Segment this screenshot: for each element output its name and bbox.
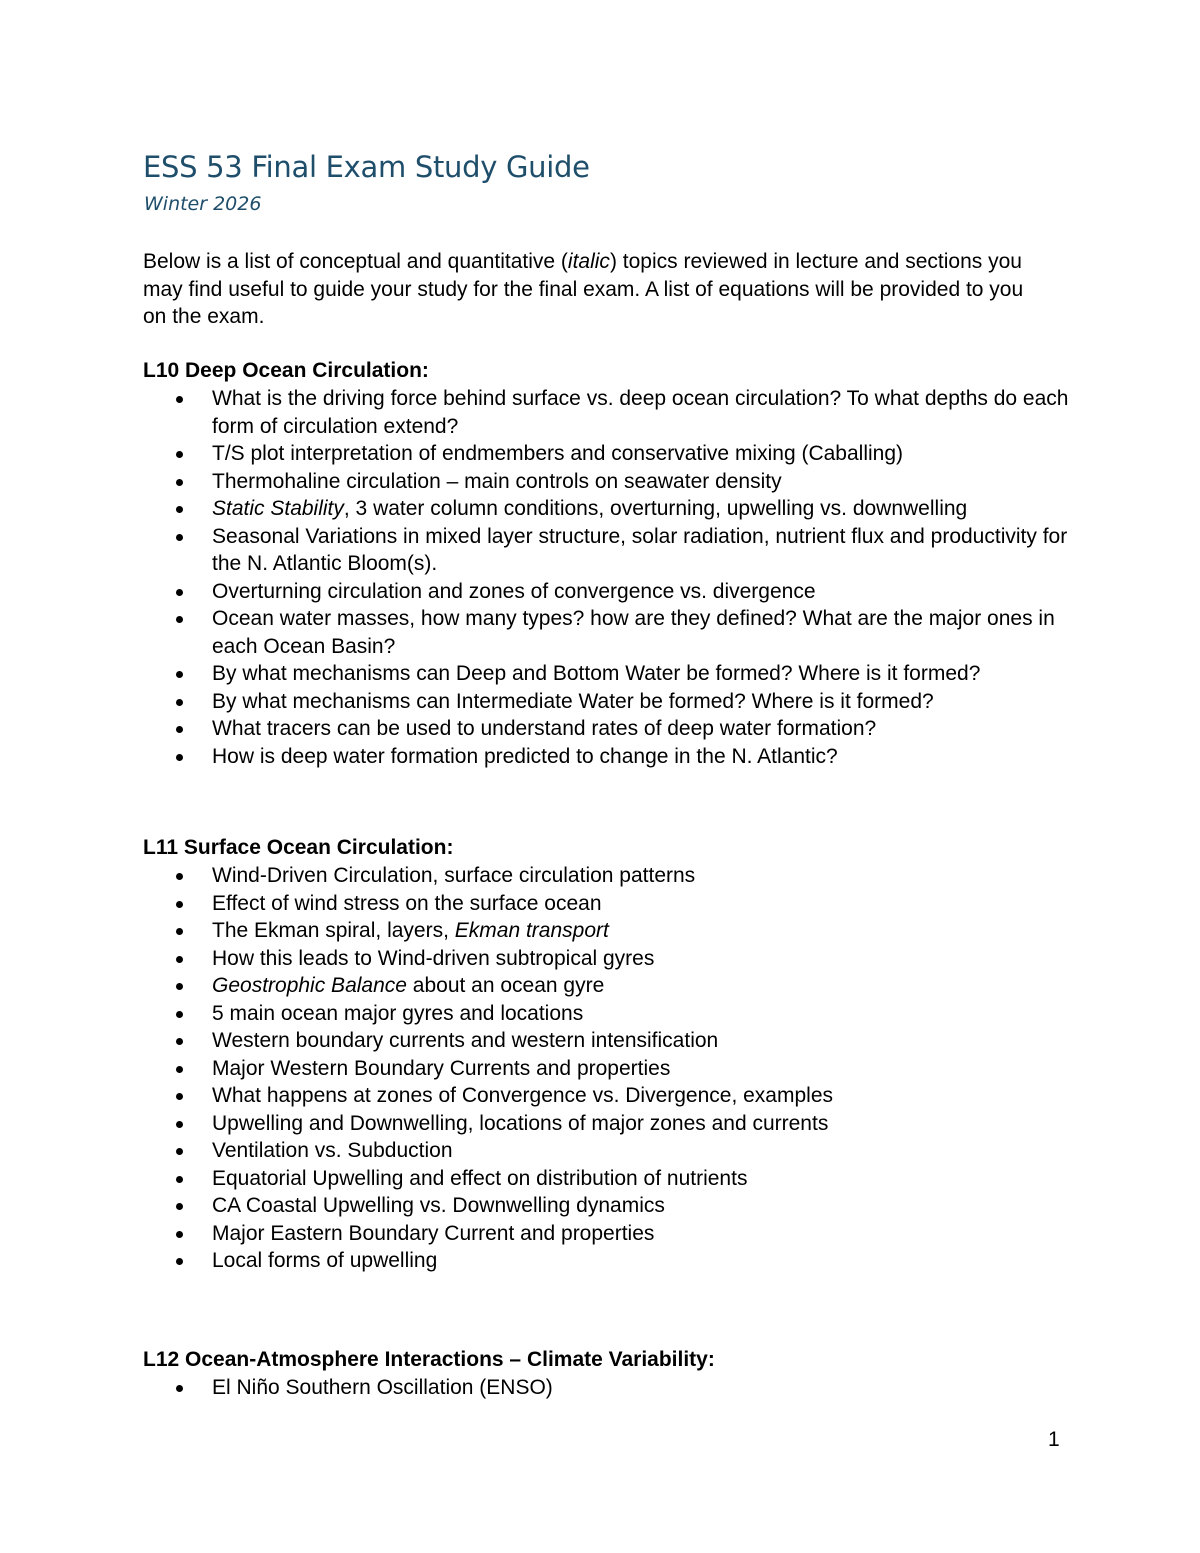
section-l10-deep-ocean-circulation xyxy=(143,357,1073,770)
list-item-text-pre: Major Western Boundary Currents and properties xyxy=(212,1056,671,1080)
bullet-icon xyxy=(176,1176,183,1183)
list-item-text-pre: Ventilation vs. Subduction xyxy=(212,1139,453,1162)
list-item xyxy=(142,1192,1072,1220)
topic-list xyxy=(143,862,1073,1275)
list-item xyxy=(142,385,1072,440)
list-item xyxy=(142,468,1072,496)
bullet-icon xyxy=(176,671,183,678)
list-item-text-pre: Upwelling and Downwelling, locations of major zones and currents xyxy=(212,1111,829,1135)
list-item-text-pre: 5 main ocean major gyres and locations xyxy=(212,1001,584,1025)
bullet-icon xyxy=(176,1011,183,1018)
list-item xyxy=(142,1137,1072,1165)
list-item xyxy=(142,945,1072,973)
list-item xyxy=(142,972,1072,1000)
bullet-icon xyxy=(176,616,183,623)
list-item xyxy=(142,660,1072,688)
list-item-text-pre: Local forms of upwelling xyxy=(212,1249,438,1272)
list-item-text-pre: How is deep water formation predicted to change in the N. Atlantic? xyxy=(212,744,838,768)
section-l12-ocean-atmosphere-interactions xyxy=(143,1346,1073,1402)
list-item-text-pre: The Ekman spiral, layers, xyxy=(212,919,455,942)
list-item xyxy=(142,1110,1072,1138)
list-item-text-pre: Effect of wind stress on the surface ocean xyxy=(212,891,602,915)
bullet-icon xyxy=(176,1066,183,1073)
list-item xyxy=(142,1082,1072,1110)
bullet-icon xyxy=(176,1038,183,1045)
document-subtitle: Winter 2026 xyxy=(144,193,262,215)
bullet-icon xyxy=(176,396,183,403)
document-title: ESS 53 Final Exam Study Guide xyxy=(143,150,590,184)
list-item xyxy=(142,1165,1072,1193)
list-item xyxy=(142,917,1072,945)
list-item-text-pre: What tracers can be used to understand rates of deep water formation? xyxy=(212,717,877,740)
list-item-text-post: , 3 water column conditions, overturning, upwelling vs. downwelling xyxy=(343,497,968,520)
section-heading: L10 Deep Ocean Circulation: xyxy=(143,359,429,382)
section-heading: L12 Ocean-Atmosphere Interactions – Climate Variability: xyxy=(143,1348,715,1371)
list-item-text-pre: Ocean water masses, how many types? how are they defined? What are the major ones in each Ocean Basin? xyxy=(212,607,1055,658)
list-item-text-pre: By what mechanisms can Intermediate Water be formed? Where is it formed? xyxy=(212,689,934,713)
bullet-icon xyxy=(176,754,183,761)
list-item-text-pre: El Niño Southern Oscillation (ENSO) xyxy=(212,1376,553,1399)
list-item-text-pre: Seasonal Variations in mixed layer structure, solar radiation, nutrient flux and productivity for the N. Atlantic Bloom(s). xyxy=(212,524,1068,575)
intro-text-before: Below is a list of conceptual and quantitative ( xyxy=(143,250,568,273)
list-item xyxy=(142,862,1072,890)
list-item-text-it: Static Stability xyxy=(212,497,344,520)
bullet-icon xyxy=(176,1231,183,1238)
bullet-icon xyxy=(176,1258,183,1265)
list-item xyxy=(142,688,1072,716)
list-item-text-pre: How this leads to Wind-driven subtropical gyres xyxy=(212,946,655,970)
list-item xyxy=(142,1055,1072,1083)
intro-paragraph xyxy=(143,248,1043,331)
topic-list xyxy=(143,1374,1073,1402)
section-l11-surface-ocean-circulation xyxy=(143,834,1073,1275)
bullet-icon xyxy=(176,983,183,990)
list-item xyxy=(142,523,1072,578)
bullet-icon xyxy=(176,451,183,458)
list-item xyxy=(142,440,1072,468)
list-item-text-pre: Overturning circulation and zones of convergence vs. divergence xyxy=(212,579,816,603)
list-item-text-pre: CA Coastal Upwelling vs. Downwelling dynamics xyxy=(212,1194,665,1217)
list-item xyxy=(142,605,1072,660)
intro-text-italic: italic xyxy=(567,250,610,273)
section-heading: L11 Surface Ocean Circulation: xyxy=(143,836,454,859)
list-item-text-pre: What happens at zones of Convergence vs. Divergence, examples xyxy=(212,1084,834,1107)
bullet-icon xyxy=(176,699,183,706)
bullet-icon xyxy=(176,901,183,908)
list-item-text-it: Ekman transport xyxy=(454,919,609,942)
list-item-text-pre: What is the driving force behind surface vs. deep ocean circulation? To what depths do each form of circulation extend? xyxy=(212,387,1069,438)
bullet-icon xyxy=(176,1093,183,1100)
list-item-text-it: Geostrophic Balance xyxy=(212,974,407,997)
list-item-text-pre: Equatorial Upwelling and effect on distribution of nutrients xyxy=(212,1166,748,1190)
bullet-icon xyxy=(176,1385,183,1392)
bullet-icon xyxy=(176,479,183,486)
list-item-text-pre: Wind-Driven Circulation, surface circulation patterns xyxy=(212,864,696,887)
list-item-text-pre: Western boundary currents and western intensification xyxy=(212,1029,719,1052)
list-item xyxy=(142,890,1072,918)
topic-list xyxy=(143,385,1073,770)
bullet-icon xyxy=(176,928,183,935)
bullet-icon xyxy=(176,873,183,880)
bullet-icon xyxy=(176,956,183,963)
bullet-icon xyxy=(176,589,183,596)
page-number: 1 xyxy=(1048,1428,1060,1451)
bullet-icon xyxy=(176,1203,183,1210)
list-item xyxy=(142,1220,1072,1248)
list-item xyxy=(142,743,1072,771)
list-item-text-pre: T/S plot interpretation of endmembers and conservative mixing (Caballing) xyxy=(212,442,904,465)
list-item-text-pre: Major Eastern Boundary Current and properties xyxy=(212,1221,655,1245)
bullet-icon xyxy=(176,534,183,541)
list-item xyxy=(142,1374,1072,1402)
list-item xyxy=(142,1247,1072,1275)
list-item-text-pre: Thermohaline circulation – main controls on seawater density xyxy=(212,469,782,493)
list-item-text-pre: By what mechanisms can Deep and Bottom Water be formed? Where is it formed? xyxy=(212,662,981,685)
bullet-icon xyxy=(176,1148,183,1155)
bullet-icon xyxy=(176,506,183,513)
list-item xyxy=(142,495,1072,523)
intro-text-after: ) topics reviewed in lecture and sections you may find useful to guide your study for the final exam. A list of equations will be provided to you on the exam. xyxy=(143,250,1024,328)
list-item xyxy=(142,1000,1072,1028)
list-item xyxy=(142,1027,1072,1055)
list-item-text-post: about an ocean gyre xyxy=(406,974,605,997)
list-item xyxy=(142,715,1072,743)
bullet-icon xyxy=(176,726,183,733)
bullet-icon xyxy=(176,1121,183,1128)
list-item xyxy=(142,578,1072,606)
